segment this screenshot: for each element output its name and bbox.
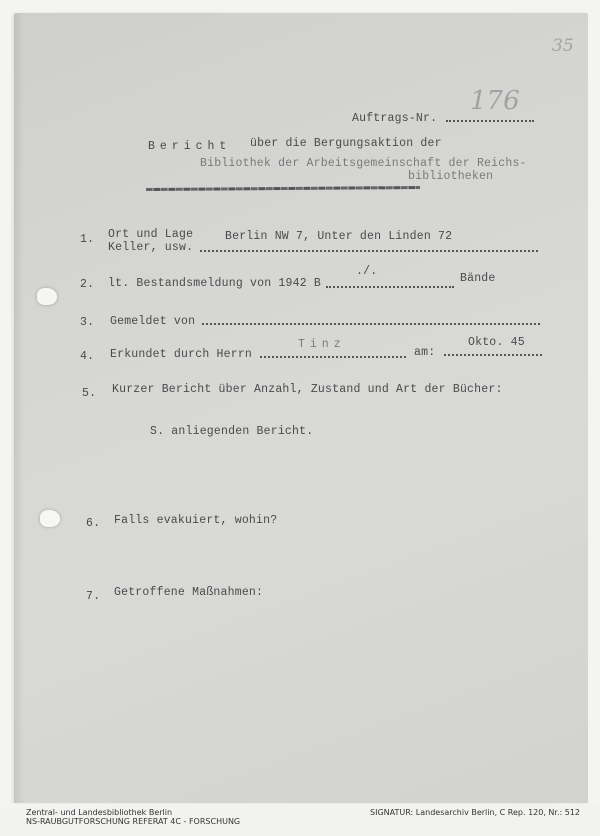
footer-left-line2: NS-RAUBGUTFORSCHUNG REFERAT 4C - FORSCHUNG [26,817,241,826]
item-6-label: Falls evakuiert, wohin? [114,514,278,527]
item-1-number: 1. [80,233,95,246]
item-5-number: 5. [82,387,97,400]
punch-hole-top [37,288,57,305]
item-4-value: Tinz [298,338,346,351]
handwritten-order-number: 176 [470,86,520,116]
institution-line1: Bibliothek der Arbeitsgemeinschaft der Reichs- [200,157,527,170]
document-page [14,13,588,803]
item-1-label-line2: Keller, usw. [108,241,194,254]
item-4-date-label: am: [414,346,436,359]
footer-left-line1: Zentral- und Landesbibliothek Berlin [26,808,173,817]
item-4-date-value: Okto. 45 [468,336,525,349]
item-1-dots [200,250,538,252]
item-2-suffix: Bände [460,272,496,285]
item-4-label: Erkundet durch Herrn [110,348,253,361]
punch-hole-bottom [40,510,60,527]
institution-line2: bibliotheken [408,170,494,183]
item-5-label: Kurzer Bericht über Anzahl, Zustand und Art der Bücher: [112,383,503,396]
item-1-value: Berlin NW 7, Unter den Linden 72 [225,230,453,243]
item-5-value: S. anliegenden Bericht. [150,425,314,438]
page-shadow [14,13,24,803]
footer-signature: SIGNATUR: Landesarchiv Berlin, C Rep. 120, Nr.: 512 [370,808,581,817]
item-4-dots [260,356,406,358]
item-2-number: 2. [80,278,95,291]
item-3-label: Gemeldet von [110,315,196,328]
item-1-label-line1: Ort und Lage [108,228,194,241]
item-4-number: 4. [80,350,95,363]
title-word: Bericht [148,140,232,153]
item-2-dots [326,286,454,288]
handwritten-page-number: 35 [552,36,574,56]
item-3-dots [202,323,540,325]
item-2-label: lt. Bestandsmeldung von 1942 B [108,277,322,290]
item-3-number: 3. [80,316,95,329]
item-7-label: Getroffene Maßnahmen: [114,586,264,599]
item-2-value: ./. [356,265,378,278]
order-number-label: Auftrags-Nr. [352,112,438,125]
order-number-dots [446,120,534,122]
item-4-date-dots [444,354,542,356]
title-rest: über die Bergungsaktion der [250,137,442,150]
item-7-number: 7. [86,590,101,603]
item-6-number: 6. [86,517,101,530]
